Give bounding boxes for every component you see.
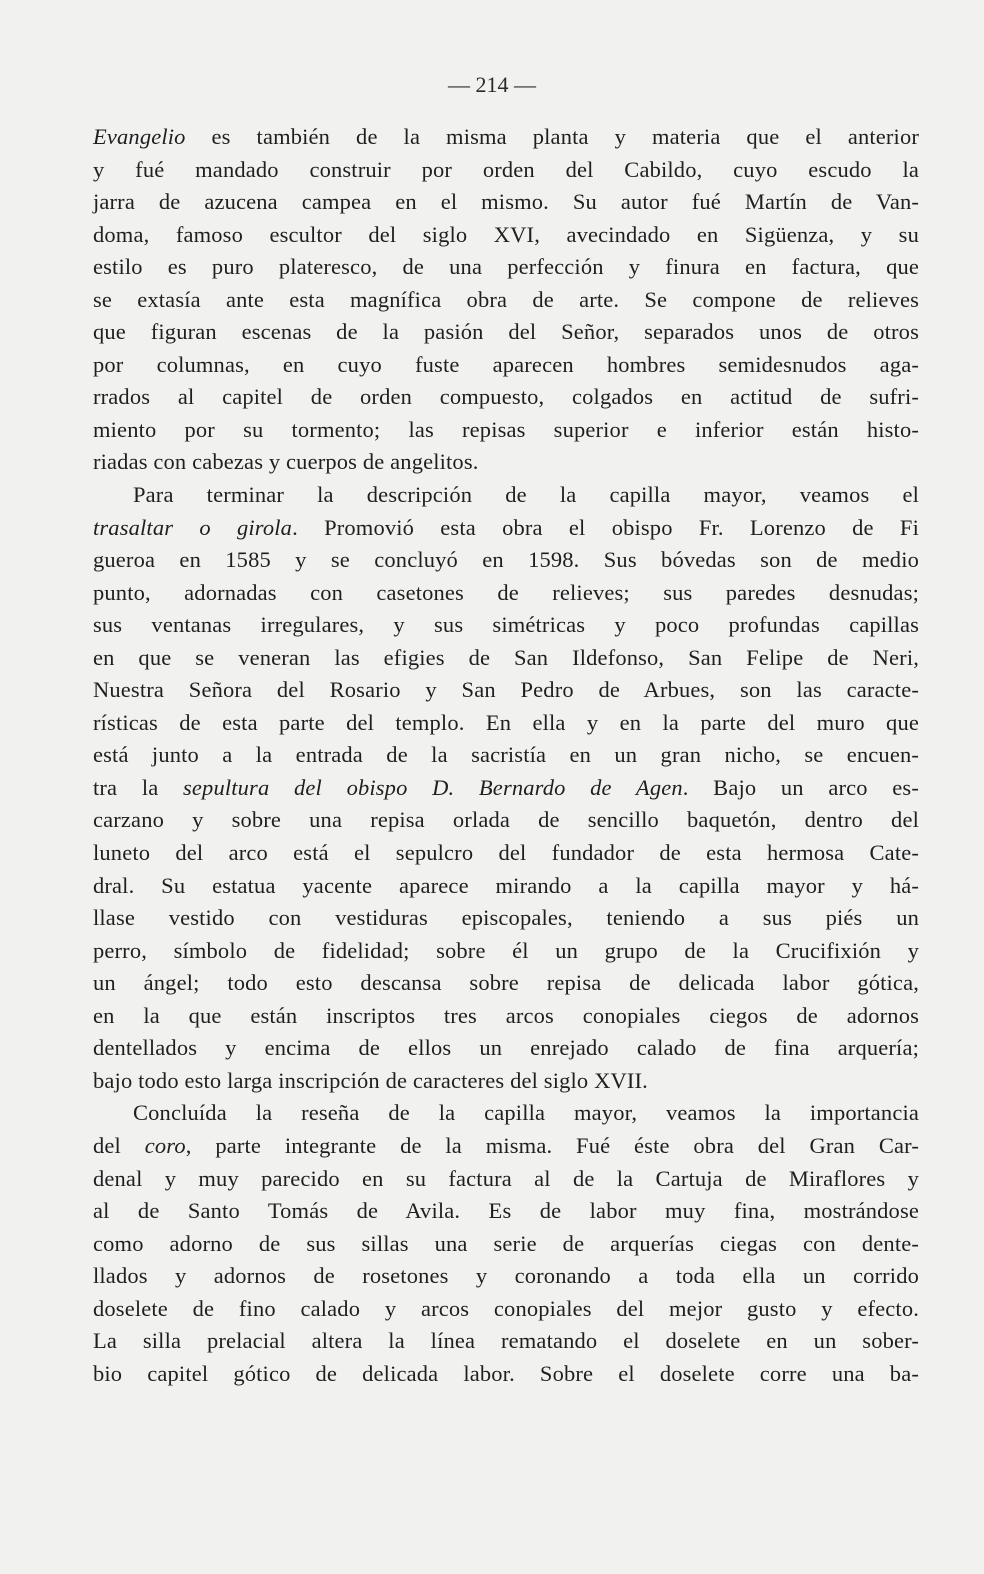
text-line — [93, 1358, 919, 1391]
text-line — [93, 544, 919, 577]
text-line — [93, 512, 919, 545]
text-run: carzano y sobre una repisa orlada de sencillo baquetón, dentro del — [93, 807, 919, 833]
text-run: rísticas de esta parte del templo. En ella y en la parte del muro que — [93, 709, 919, 735]
text-run: sus ventanas irregulares, y sus simétricas y poco profundas capillas — [93, 612, 919, 638]
text-line — [93, 316, 919, 349]
text-run: gueroa en 1585 y se concluyó en 1598. Sus bóvedas son de medio — [93, 547, 919, 573]
text-line — [93, 1195, 919, 1228]
text-line — [93, 1260, 919, 1293]
text-line — [93, 1228, 919, 1261]
text-run: al de Santo Tomás de Avila. Es de labor muy fina, mostrándose — [93, 1198, 919, 1224]
text-line — [93, 902, 919, 935]
text-line — [93, 479, 919, 512]
text-line — [93, 121, 919, 154]
text-line — [93, 1097, 919, 1130]
body-text — [93, 121, 919, 1390]
text-run: está junto a la entrada de la sacristía en un gran nicho, se encuen- — [93, 742, 919, 768]
text-line — [93, 1163, 919, 1196]
text-run: Para terminar la descripción de la capilla mayor, veamos el — [133, 482, 919, 508]
text-line — [93, 186, 919, 219]
text-line — [93, 251, 919, 284]
text-line — [93, 674, 919, 707]
text-run: perro, símbolo de fidelidad; sobre él un grupo de la Crucifixión y — [93, 937, 919, 963]
text-run: en la que están inscriptos tres arcos conopiales ciegos de adornos — [93, 1002, 919, 1028]
text-line — [93, 739, 919, 772]
text-line — [93, 577, 919, 610]
text-line — [93, 219, 919, 252]
text-run: denal y muy parecido en su factura al de la Cartuja de Miraflores y — [93, 1165, 919, 1191]
text-run: Concluída la reseña de la capilla mayor, veamos la importancia — [133, 1100, 919, 1126]
text-line — [93, 1065, 919, 1098]
text-line — [93, 642, 919, 675]
text-run: dral. Su estatua yacente aparece mirando a la capilla mayor y há- — [93, 872, 919, 898]
text-line — [93, 804, 919, 837]
text-run: . Bajo un arco es- — [682, 774, 919, 800]
text-run: tra la — [93, 774, 183, 800]
text-run: bajo todo esto larga inscripción de caracteres del siglo XVII. — [93, 1067, 648, 1093]
text-run: Nuestra Señora del Rosario y San Pedro de Arbues, son las caracte- — [93, 677, 919, 703]
text-line — [93, 154, 919, 187]
text-line — [93, 446, 919, 479]
text-run: , parte integrante de la misma. Fué éste obra del Gran Car- — [185, 1132, 919, 1158]
text-run: en que se veneran las efigies de San Ildefonso, San Felipe de Neri, — [93, 644, 919, 670]
text-run: se extasía ante esta magnífica obra de arte. Se compone de relieves — [93, 286, 919, 312]
text-line — [93, 772, 919, 805]
text-line — [93, 609, 919, 642]
text-run: La silla prelacial altera la línea rematando el doselete en un sober- — [93, 1328, 919, 1354]
italic-text: trasaltar o girola — [93, 514, 293, 540]
page-number: — 214 — — [448, 72, 536, 97]
text-run: rrados al capitel de orden compuesto, colgados en actitud de sufri- — [93, 384, 919, 410]
text-run: un ángel; todo esto descansa sobre repisa de delicada labor gótica, — [93, 970, 919, 996]
text-line — [93, 707, 919, 740]
text-run: es también de la misma planta y materia que el anterior — [185, 124, 919, 149]
text-run: por columnas, en cuyo fuste aparecen hombres semidesnudos aga- — [93, 351, 919, 377]
italic-text: Evangelio — [93, 124, 186, 149]
text-line — [93, 967, 919, 1000]
text-run: doma, famoso escultor del siglo XVI, avecindado en Sigüenza, y su — [93, 221, 919, 247]
text-line — [93, 1130, 919, 1163]
text-line — [93, 414, 919, 447]
text-line — [93, 349, 919, 382]
text-run: jarra de azucena campea en el mismo. Su autor fué Martín de Van- — [93, 189, 919, 215]
text-line — [93, 1032, 919, 1065]
text-run: doselete de fino calado y arcos conopiales del mejor gusto y efecto. — [93, 1295, 919, 1321]
text-line — [93, 1293, 919, 1326]
text-run: punto, adornadas con casetones de relieves; sus paredes desnudas; — [93, 579, 919, 605]
text-line — [93, 935, 919, 968]
text-line — [93, 870, 919, 903]
text-run: . Promovió esta obra el obispo Fr. Lorenzo de Fi — [292, 514, 919, 540]
text-run: riadas con cabezas y cuerpos de angelitos. — [93, 449, 479, 475]
text-run: y fué mandado construir por orden del Cabildo, cuyo escudo la — [93, 156, 919, 182]
text-run: bio capitel gótico de delicada labor. Sobre el doselete corre una ba- — [93, 1360, 919, 1386]
italic-text: coro — [144, 1132, 186, 1158]
text-line — [93, 1000, 919, 1033]
text-run: llados y adornos de rosetones y coronando a toda ella un corrido — [93, 1263, 919, 1289]
text-run: luneto del arco está el sepulcro del fundador de esta hermosa Cate- — [93, 840, 919, 866]
text-run: del — [93, 1132, 145, 1158]
text-run: que figuran escenas de la pasión del Señor, separados unos de otros — [93, 319, 919, 345]
text-line — [93, 284, 919, 317]
text-run: dentellados y encima de ellos un enrejado calado de fina arquería; — [93, 1035, 919, 1061]
text-run: llase vestido con vestiduras episcopales, teniendo a sus piés un — [93, 905, 919, 931]
text-run: como adorno de sus sillas una serie de arquerías ciegas con dente- — [93, 1230, 919, 1256]
text-run: miento por su tormento; las repisas superior e inferior están histo- — [93, 416, 919, 442]
text-line — [93, 1325, 919, 1358]
italic-text: sepultura del obispo D. Bernardo de Agen — [183, 774, 683, 800]
text-run: estilo es puro plateresco, de una perfección y finura en factura, que — [93, 254, 919, 280]
text-line — [93, 381, 919, 414]
text-line — [93, 837, 919, 870]
